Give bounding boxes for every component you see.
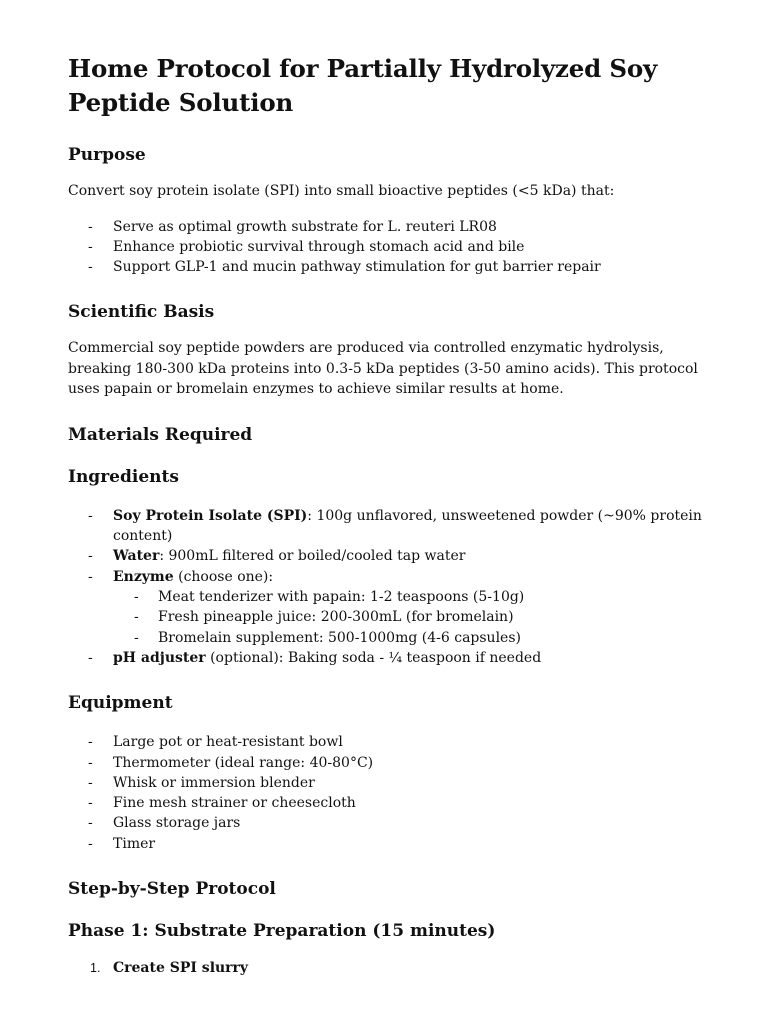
ingredient-text: (optional): Baking soda - ¼ teaspoon if needed: [205, 649, 542, 666]
equipment-heading: Equipment: [68, 693, 173, 714]
ingredient-item-enzyme: [68, 567, 708, 648]
step-label: Create SPI slurry: [113, 960, 249, 977]
ingredient-label: Soy Protein Isolate (SPI): [113, 507, 308, 524]
list-item: - Timer: [68, 834, 708, 854]
list-item: - Fresh pineapple juice: 200-300mL (for bromelain): [113, 607, 708, 627]
ingredient-item-spi: [68, 506, 708, 547]
list-item: - Serve as optimal growth substrate for L. reuteri LR08: [68, 217, 708, 237]
ingredient-text: : 100g unflavored, unsweetened powder (~90% protein content): [113, 507, 702, 545]
document-title: Home Protocol for Partially Hydrolyzed Soy Peptide Solution: [68, 54, 658, 117]
scientific-basis-heading: Scientific Basis: [68, 302, 215, 323]
ingredient-item-water: [68, 546, 708, 566]
ingredient-label: pH adjuster: [113, 649, 206, 666]
ingredients-heading: Ingredients: [68, 466, 179, 487]
list-item: - Bromelain supplement: 500-1000mg (4-6 capsules): [113, 628, 708, 648]
enzyme-options-list: [113, 587, 708, 648]
equipment-list: [68, 732, 708, 854]
materials-heading: Materials Required: [68, 424, 253, 445]
purpose-heading: Purpose: [68, 145, 146, 165]
list-item: - Large pot or heat-resistant bowl: [68, 732, 708, 752]
scientific-basis-text: Commercial soy peptide powders are produced via controlled enzymatic hydrolysis, breaking 180-300 kDa proteins into 0.3-5 kDa peptides (3-50 amino acids). This protocol uses papain or bromelain enzymes to achieve similar results at home.: [68, 340, 698, 398]
list-item: - Thermometer (ideal range: 40-80°C): [68, 753, 708, 773]
step-item: [68, 958, 708, 978]
ingredient-text: : 900mL filtered or boiled/cooled tap water: [159, 548, 466, 565]
protocol-heading: Step-by-Step Protocol: [68, 879, 276, 900]
step-number: 1.: [90, 961, 101, 976]
ingredient-label: Water: [113, 548, 160, 565]
list-item: - Whisk or immersion blender: [68, 773, 708, 793]
list-item: - Glass storage jars: [68, 813, 708, 833]
phase1-steps: [68, 958, 708, 978]
list-item: - Support GLP-1 and mucin pathway stimulation for gut barrier repair: [68, 257, 708, 277]
ingredient-text: (choose one):: [173, 568, 274, 585]
list-item: - Fine mesh strainer or cheesecloth: [68, 793, 708, 813]
phase1-heading: Phase 1: Substrate Preparation (15 minutes): [68, 921, 496, 942]
list-item: - Meat tenderizer with papain: 1-2 teaspoons (5-10g): [113, 587, 708, 607]
list-item: - Enhance probiotic survival through stomach acid and bile: [68, 237, 708, 257]
purpose-intro: Convert soy protein isolate (SPI) into small bioactive peptides (<5 kDa) that:: [68, 183, 615, 199]
ingredients-list: [68, 506, 708, 668]
ingredient-label: Enzyme: [113, 568, 174, 585]
purpose-list: [68, 217, 708, 278]
ingredient-item-ph: [68, 648, 708, 668]
